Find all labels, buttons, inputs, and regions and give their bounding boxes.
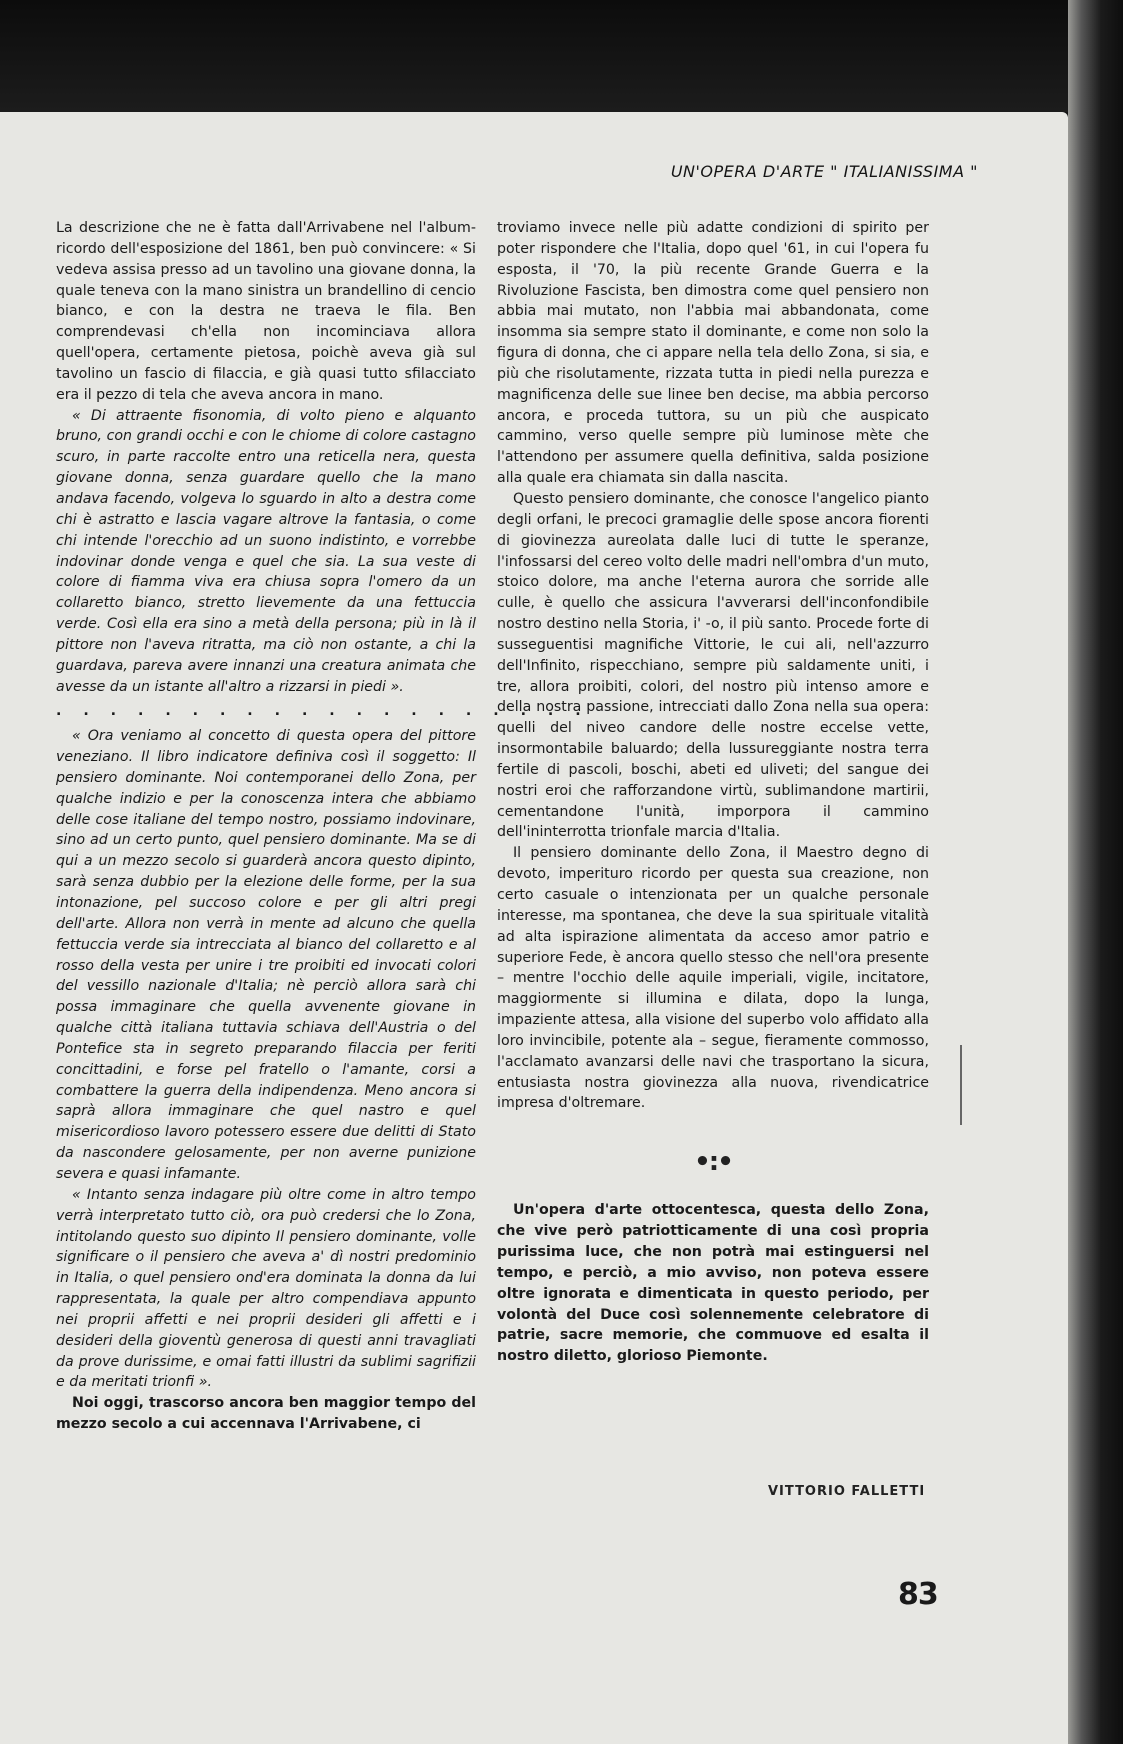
- paragraph-maestro: Il pensiero dominante dello Zona, il Maestro degno di devoto, imperituro ricordo per questa sua creazione, non certo casuale o intenzionata per un qualche personale interesse, ma spontanea, che deve la sua spirituale vitalità ad alta ispirazione alimentata da acceso amor patrio e superiore Fede, è ancora quello stesso che nell'ora presente – mentre l'occhio delle aquile imperiali, vigile, incitatore, maggiormente si illumina e dilata, dopo la lunga, impaziente attesa, alla visione del superbo volo affidato alla loro invincibile, potente ala – segue, fieramente commosso, l'acclamato avanzarsi delle navi che trasportano la sicura, entusiasta nostra giovinezza alla nuova, rivendicatrice impresa d'oltremare.: [497, 845, 929, 1112]
- paragraph-quote-interpretation: « Intanto senza indagare più oltre come in altro tempo verrà interpretato tutto ciò, ora può credersi che lo Zona, intitolando questo suo dipinto Il pensiero dominante, volle significare o il pensiero che aveva a' dì nostri predominio in Italia, o quel pensiero ond'era dominata la donna da lui rappresentata, la quale per altro compendiava appunto nei proprii affetti e nei proprii desideri gli affetti e i desideri della gioventù generosa di questi anni travagliati da prove durissime, e omai fatti illustri da sublimi sagrifizii e da meritati trionfi ».: [56, 1186, 476, 1391]
- paragraph-quote-concept: « Ora veniamo al concetto di questa opera del pittore veneziano. Il libro indicatore definiva così il soggetto: Il pensiero dominante. Noi contemporanei dello Zona, per qualche indizio e per la conoscenza intera che abbiamo delle cose italiane del tempo nostro, possiamo indovinare, sino ad un certo punto, quel pensiero dominante. Ma se di qui a un mezzo secolo si guarderà ancora questo dipinto, sarà senza dubbio per la elezione delle forme, per la sua intonazione, pel succoso colore e per gli altri pregi dell'arte. Allora non verrà in mente ad alcuno che quella fettuccia verde sia intrecciata al bianco del collaretto e al rosso della vesta per unire i tre proibiti ed invocati colori del vessillo nazionale d'Italia; nè perciò allora sarà chi possa immaginare che quella avvenente giovane in qualche città italiana tuttavia schiava dell'Austria o del Pontefice sta in segreto preparando filaccia per feriti concittadini, e forse pel fratello o l'amante, corsi a combattere la guerra della indipendenza. Meno ancora si saprà allora immaginare che quel nastro e quel misericordioso lavoro potessero essere due delitti di Stato da nascondere gelosamente, per non averne punizione severa e quasi infamante.: [56, 728, 476, 1182]
- section-ornament: •:•: [694, 1147, 732, 1178]
- right-column: [497, 218, 929, 1367]
- paragraph-quote-description: « Di attraente fisonomia, di volto pieno e alquanto bruno, con grandi occhi e con le chiome di colore castagno scuro, in parte raccolte entro una reticella nera, questa giovane donna, senza guardare quello che la mano andava facendo, volgeva lo sguardo in alto a destra come chi è astratto e lascia vagare altrove la fantasia, o come chi intende l'orecchio ad un suono indistinto, e vorrebbe indovinar donde venga e quel che sia. La sua veste di colore di fiamma viva era chiusa sopra l'omero da un collaretto bianco, stretto lievemente da una fettuccia verde. Così ella era sino a metà della persona; più in là il pittore non l'aveva ritratta, ma ciò non ostante, a chi la guardava, pareva avere innanzi una creatura animata che avesse da un istante all'altro a rizzarsi in piedi ».: [56, 407, 476, 695]
- paragraph-continuation: Noi oggi, trascorso ancora ben maggior tempo del mezzo secolo a cui accennava l'Arrivabene, ci: [56, 1395, 476, 1433]
- paragraph-intro: La descrizione che ne è fatta dall'Arrivabene nel l'album-ricordo dell'esposizione del 1861, ben può convincere: « Si vedeva assisa presso ad un tavolino una giovane donna, la quale teneva con la mano sinistra un brandellino di cencio bianco, e con la destra ne traeva le fila. Ben comprendevasi ch'ella non incominciava allora quell'opera, certamente pietosa, poichè aveva già sul tavolino un fascio di filaccia, e già quasi tutto sfilacciato era il pezzo di tela che aveva ancora in mano.: [56, 220, 476, 403]
- scan-right-border: [1068, 0, 1123, 1744]
- margin-mark: [960, 1045, 962, 1125]
- scan-top-border: [0, 0, 1123, 112]
- dotted-separator: . . . . . . . . . . . . . . . . . . . .: [56, 703, 590, 720]
- author-signature: VITTORIO FALLETTI: [768, 1484, 926, 1499]
- paragraph-conclusion: Un'opera d'arte ottocentesca, questa dello Zona, che vive però patriotticamente di una così propria purissima luce, che non potrà mai estinguersi nel tempo, e perciò, a mio avviso, non poteva essere oltre ignorata e dimenticata in questo periodo, per volontà del Duce così solennemente celebratore di patrie, sacre memorie, che commuove ed esalta il nostro diletto, glorioso Piemonte.: [497, 1202, 929, 1365]
- running-title: UN'OPERA D'ARTE " ITALIANISSIMA ": [670, 162, 978, 181]
- page-number: 83: [898, 1577, 938, 1612]
- paragraph-continued: troviamo invece nelle più adatte condizioni di spirito per poter rispondere che l'Italia, dopo quel '61, in cui l'opera fu esposta, il '70, la più recente Grande Guerra e la Rivoluzione Fascista, ben dimostra come quel pensiero non abbia mai mutato, non l'abbia mai abbandonata, come insomma sia sempre stato il dominante, e come non solo la figura di donna, che ci appare nella tela dello Zona, si sia, e più che risolutamente, rizzata tutta in piedi nella purezza e magnificenza delle sue linee ben decise, ma abbia percorso ancora, e proceda tuttora, su un più che auspicato cammino, verso quelle sempre più luminose mète che l'attendono per assumere quella definitiva, salda posizione alla quale era chiamata sin dalla nascita.: [497, 220, 929, 487]
- left-column: [56, 218, 590, 1435]
- paragraph-pensiero-dominante: Questo pensiero dominante, che conosce l'angelico pianto degli orfani, le precoci gramaglie delle spose ancora fiorenti di giovinezza aureolata dalle luci di tutte le speranze, l'infossarsi del cereo volto delle madri nell'ombra d'un muto, stoico dolore, ma anche l'eterna aurora che sorride alle culle, è quello che assicura l'avverarsi dell'inconfondibile nostro destino nella Storia, i' -o, il più santo. Procede forte di susseguentisi magnifiche Vittorie, le cui ali, nell'azzurro dell'Infinito, rispecchiano, sempre più saldamente uniti, i tre, allora proibiti, colori, del nostro più intenso amore e della nostra passione, intrecciati dallo Zona nella sua opera: quelli del niveo candore delle nostre eccelse vette, insormontabile baluardo; della lussureggiante nostra terra fertile di pascoli, boschi, abeti ed uliveti; del sangue dei nostri eroi che rafforzandone virtù, sublimandone martirii, cementandone l'unità, imporpora il cammino dell'ininterrotta trionfale marcia d'Italia.: [497, 490, 929, 841]
